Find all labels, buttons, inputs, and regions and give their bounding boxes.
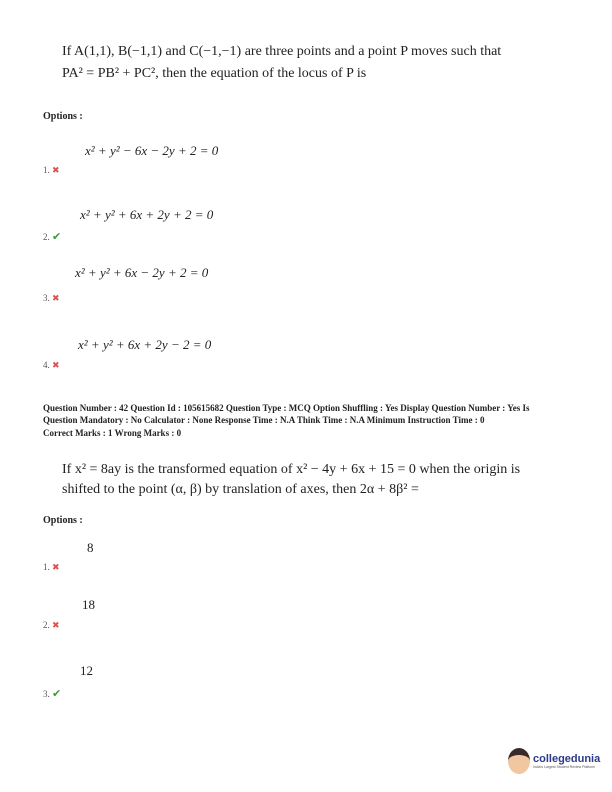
option-4-label: 4. ✖ [43,360,60,370]
option-1-formula: x² + y² − 6x − 2y + 2 = 0 [85,143,219,158]
option-3-formula: x² + y² + 6x − 2y + 2 = 0 [75,265,209,280]
question-text-line1: If A(1,1), B(−1,1) and C(−1,−1) are three points and a point P moves such that [62,44,502,59]
options-heading: Options : [43,111,83,122]
option-2-formula: x² + y² + 6x + 2y + 2 = 0 [80,207,214,222]
mascot-icon [508,748,530,774]
cross-icon: ✖ [52,620,60,630]
option-4-formula: x² + y² + 6x + 2y − 2 = 0 [78,337,212,352]
option-2-value: 18 [82,597,95,612]
option-1-label: 1. ✖ [43,562,60,572]
question-meta-line3: Correct Marks : 1 Wrong Marks : 0 [43,428,182,438]
option-2-label: 2. ✔ [43,231,62,243]
logo-tagline: India's Largest Student Review Platform [533,765,596,769]
cross-icon: ✖ [52,562,60,572]
cross-icon: ✖ [52,293,60,303]
options-heading: Options : [43,515,83,526]
question-text-line1: If x² = 8ay is the transformed equation of x² − 4y + 6x + 15 = 0 when the origin is [62,462,521,477]
option-2-label: 2. ✖ [43,620,60,630]
option-3-value: 12 [80,663,93,678]
question-text-line2: shifted to the point (α, β) by translation of axes, then 2α + 8β² = [62,482,419,497]
check-icon: ✔ [52,688,62,700]
cross-icon: ✖ [52,360,60,370]
collegedunia-logo [508,748,600,774]
option-3-label: 3. ✔ [43,688,62,700]
cross-icon: ✖ [52,165,60,175]
check-icon: ✔ [52,231,62,243]
question-meta-line2: Question Mandatory : No Calculator : None Response Time : N.A Think Time : N.A Minimum Instruction Time : 0 [43,415,485,425]
logo-name: collegedunia [533,753,601,765]
question-meta-line1: Question Number : 42 Question Id : 105615682 Question Type : MCQ Option Shuffling : Yes Display Question Number : Yes Is [43,403,530,413]
question-text-line2: PA² = PB² + PC², then the equation of the locus of P is [62,66,367,81]
option-3-label: 3. ✖ [43,293,60,303]
option-1-value: 8 [87,540,94,555]
option-1-label: 1. ✖ [43,165,60,175]
